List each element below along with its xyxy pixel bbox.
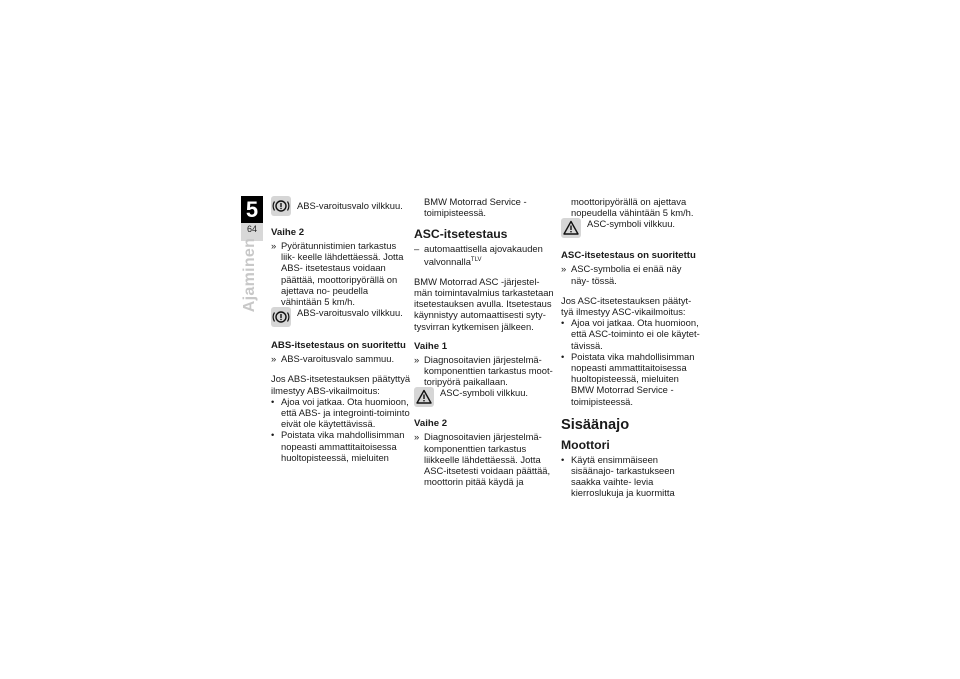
paragraph: BMW Motorrad ASC -järjestel- män toimintavalmius tarkastetaan itsetestauksen avulla. Itsetestaus käynnistyy automaattisesti syty- tysvirran kytkemisen jälkeen. — [414, 275, 554, 332]
bullet-text: Poistata vika mahdollisimman nopeasti ammattitaitoisessa huoltopisteessä, mieluiten BMW Motorrad Service - toimipisteessä. — [571, 350, 695, 407]
bullet-text: Ajoa voi jatkaa. Ota huomioon, että ABS- ja integrointi-toiminto eivät ole käytettävissä. — [281, 395, 410, 430]
asc-blink-text: ASC-symboli vilkkuu. — [440, 387, 529, 399]
arrow-marker: » — [414, 431, 420, 443]
column-2 — [414, 196, 554, 487]
tlv-superscript: TLV — [470, 256, 482, 263]
dash-marker: – — [414, 243, 420, 255]
step-text: ABS-varoitusvalo sammuu. — [281, 353, 395, 365]
bullet-text: Käytä ensimmäiseen sisäänajo- tarkastukseen saakka vaihte- levia kierroslukuja ja kuormitta — [571, 453, 675, 499]
bullet-marker: • — [271, 429, 275, 441]
continued-text: BMW Motorrad Service - toimipisteessä. — [424, 196, 527, 219]
arrow-marker: » — [561, 263, 567, 275]
asc-heading: ASC-itsetestaus — [414, 227, 508, 242]
bullet-marker: • — [561, 453, 565, 465]
list-item — [414, 431, 554, 487]
chapter-number: 5 — [241, 196, 263, 223]
chapter-title: Ajaminen — [241, 237, 258, 313]
asc-blink-text: ASC-symboli vilkkuu. — [587, 218, 676, 230]
bullet-text: Poistata vika mahdollisimman nopeasti ammattitaitoisessa huoltopisteessä, mieluiten — [281, 429, 405, 463]
asc-done-heading: ASC-itsetestaus on suoritettu — [561, 250, 696, 262]
column-1 — [271, 196, 411, 463]
paragraph: Jos ASC-itsetestauksen päätyt- tyä ilmestyy ASC-vikailmoitus: — [561, 294, 692, 318]
step-text: Pyörätunnistimien tarkastus liik- keelle lähdettäessä. Jotta ABS- itsetestaus voidaan päättää, moottoripyörällä on ajettava no- peudella vähintään 5 km/h. — [281, 240, 404, 308]
list-item — [414, 243, 554, 266]
list-item — [271, 396, 411, 430]
bullet-marker: • — [271, 395, 275, 407]
arrow-marker: » — [271, 353, 277, 365]
continued-text: moottoripyörällä on ajettava nopeudella vähintään 5 km/h. — [571, 196, 694, 219]
abs-warning-row — [271, 196, 411, 218]
sisaanajo-heading: Sisäänajo — [561, 416, 630, 433]
moottori-heading: Moottori — [561, 437, 610, 452]
abs-warning-icon — [271, 307, 291, 327]
bullet-text: Ajoa voi jatkaa. Ota huomioon, että ASC-toiminto ei ole käytet- tävissä. — [571, 317, 700, 351]
list-item — [561, 317, 701, 351]
arrow-marker: » — [271, 240, 277, 251]
abs-warning-text: ABS-varoitusvalo vilkkuu. — [297, 200, 403, 211]
abs-warning-text: ABS-varoitusvalo vilkkuu. — [297, 307, 403, 319]
vaihe2-heading: Vaihe 2 — [271, 227, 305, 238]
asc-warning-row — [561, 218, 701, 240]
list-item — [271, 429, 411, 463]
list-item — [561, 454, 701, 499]
arrow-marker: » — [414, 353, 420, 365]
list-item — [271, 353, 411, 364]
list-item — [561, 263, 701, 285]
step-text: ASC-symbolia ei enää näy näy- tössä. — [571, 263, 682, 286]
abs-warning-icon — [271, 196, 291, 216]
bullet-marker: • — [561, 350, 565, 362]
dash-text: automaattisella ajovakauden valvonnalla — [424, 243, 543, 267]
vaihe1-heading: Vaihe 1 — [414, 340, 448, 352]
list-item — [561, 351, 701, 407]
step-text: Diagnosoitavien järjestelmä- komponenttien tarkastus liikkeelle lähdettäessä. Jotta ASC-itsetesti voidaan päättää, moottorin pitää käydä ja — [424, 431, 551, 488]
list-item — [414, 354, 554, 388]
list-item — [271, 240, 411, 307]
abs-done-heading: ABS-itsetestaus on suoritettu — [271, 340, 406, 352]
bullet-marker: • — [561, 317, 565, 329]
asc-warning-icon — [561, 218, 581, 238]
paragraph: Jos ABS-itsetestauksen päätyttyä ilmestyy ABS-vikailmoitus: — [271, 373, 411, 396]
step-text: Diagnosoitavien järjestelmä- komponenttien tarkastus moot- toripyörä paikallaan. — [424, 353, 553, 388]
asc-warning-row — [414, 387, 554, 409]
abs-warning-row — [271, 307, 411, 329]
page-number: 64 — [246, 224, 257, 234]
vaihe2-heading: Vaihe 2 — [414, 418, 448, 430]
asc-warning-icon — [414, 387, 434, 407]
column-3 — [561, 196, 701, 499]
